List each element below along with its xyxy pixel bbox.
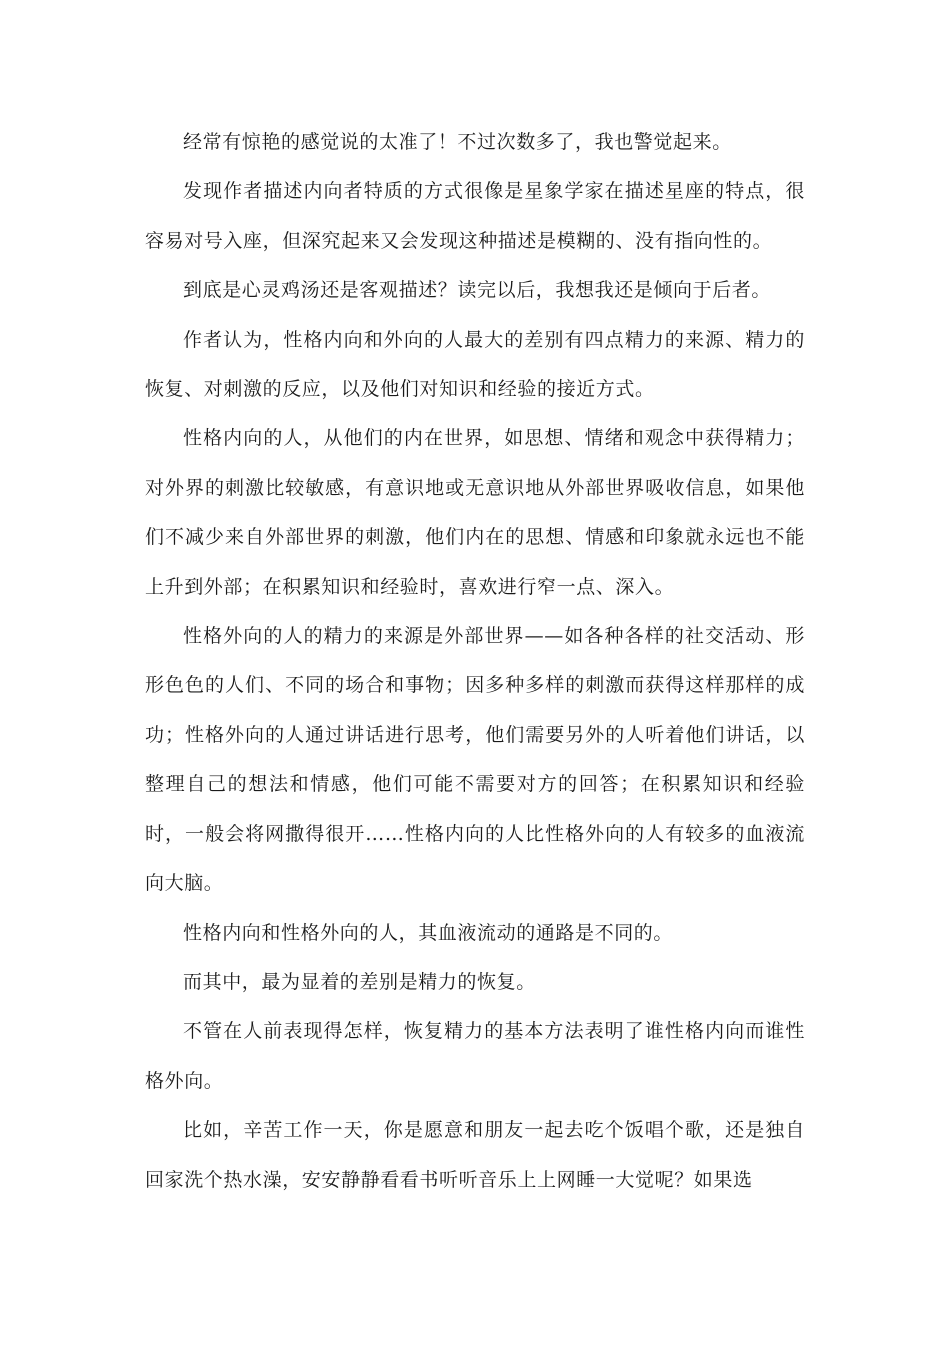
paragraph-9: 不管在人前表现得怎样，恢复精力的基本方法表明了谁性格内向而谁性格外向。 — [145, 1020, 805, 1092]
paragraph-3: 到底是心灵鸡汤还是客观描述？读完以后，我想我还是倾向于后者。 — [183, 279, 772, 302]
paragraph-7: 性格内向和性格外向的人，其血液流动的通路是不同的。 — [183, 921, 674, 944]
paragraph-10: 比如，辛苦工作一天，你是愿意和朋友一起去吃个饭唱个歌，还是独自回家洗个热水澡，安安静静看看书听听音乐上上网睡一大觉呢？如果选 — [145, 1119, 805, 1191]
paragraph-6: 性格外向的人的精力的来源是外部世界——如各种各样的社交活动、形形色色的人们、不同的场合和事物；因多种多样的刺激而获得这样那样的成功；性格外向的人通过讲话进行思考，他们需要另外的人听着他们讲话，以整理自己的想法和情感，他们可能不需要对方的回答；在积累知识和经验时，一般会将网撒得很开……性格内向的人比性格外向的人有较多的血液流向大脑。 — [145, 625, 805, 895]
paragraph-2: 发现作者描述内向者特质的方式很像是星象学家在描述星座的特点，很容易对号入座，但深究起来又会发现这种描述是模糊的、没有指向性的。 — [145, 180, 805, 252]
document-body — [145, 118, 805, 1205]
paragraph-4: 作者认为，性格内向和外向的人最大的差别有四点精力的来源、精力的恢复、对刺激的反应，以及他们对知识和经验的接近方式。 — [145, 328, 805, 401]
paragraph-1: 经常有惊艳的感觉说的太准了！不过次数多了，我也警觉起来。 — [183, 131, 732, 153]
paragraph-8: 而其中，最为显着的差别是精力的恢复。 — [183, 970, 536, 993]
paragraph-5: 性格内向的人，从他们的内在世界，如思想、情绪和观念中获得精力；对外界的刺激比较敏感，有意识地或无意识地从外部世界吸收信息，如果他们不减少来自外部世界的刺激，他们内在的思想、情感和印象就永远也不能上升到外部；在积累知识和经验时，喜欢进行窄一点、深入。 — [145, 427, 805, 598]
